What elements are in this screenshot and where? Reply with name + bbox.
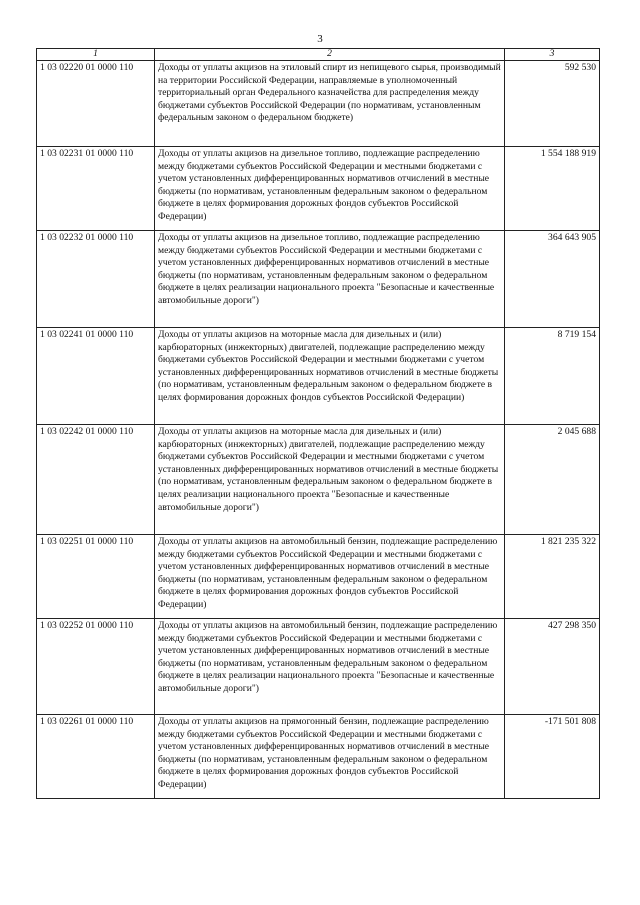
row-code: 1 03 02231 01 0000 110 (37, 147, 155, 231)
table-row (37, 231, 600, 328)
revenue-table (36, 48, 600, 799)
row-amount: 1 821 235 322 (505, 535, 600, 619)
table-row (37, 715, 600, 799)
row-code: 1 03 02241 01 0000 110 (37, 328, 155, 425)
table-row (37, 328, 600, 425)
table-row (37, 535, 600, 619)
row-code: 1 03 02242 01 0000 110 (37, 425, 155, 535)
table-row (37, 61, 600, 147)
row-amount: 592 530 (505, 61, 600, 147)
column-header-description: 2 (155, 49, 505, 61)
row-description: Доходы от уплаты акцизов на моторные масла для дизельных и (или) карбюраторных (инжекторных) двигателей, подлежащие распределению между бюджетами субъектов Российской Федерации и местными бюджетами с учетом установленных дифференцированных нормативов отчислений в местные бюджеты (по нормативам, установленным федеральным законом о федеральном бюджете в целях формирования дорожных фондов субъектов Российской Федерации) (155, 328, 505, 425)
row-code: 1 03 02232 01 0000 110 (37, 231, 155, 328)
row-code: 1 03 02252 01 0000 110 (37, 619, 155, 715)
row-description: Доходы от уплаты акцизов на моторные масла для дизельных и (или) карбюраторных (инжекторных) двигателей, подлежащие распределению между бюджетами субъектов Российской Федерации и местными бюджетами с учетом установленных дифференцированных нормативов отчислений в местные бюджеты (по нормативам, установленным федеральным законом о федеральном бюджете в целях реализации национального проекта "Безопасные и качественные автомобильные дороги") (155, 425, 505, 535)
table-row (37, 619, 600, 715)
column-header-row (37, 49, 600, 61)
row-code: 1 03 02220 01 0000 110 (37, 61, 155, 147)
row-description: Доходы от уплаты акцизов на автомобильный бензин, подлежащие распределению между бюджетами субъектов Российской Федерации и местными бюджетами с учетом установленных дифференцированных нормативов отчислений в местные бюджеты (по нормативам, установленным федеральным законом о федеральном бюджете в целях формирования дорожных фондов субъектов Российской Федерации) (155, 535, 505, 619)
row-amount: 364 643 905 (505, 231, 600, 328)
row-description: Доходы от уплаты акцизов на автомобильный бензин, подлежащие распределению между бюджетами субъектов Российской Федерации и местными бюджетами с учетом установленных дифференцированных нормативов отчислений в местные бюджеты (по нормативам, установленным федеральным законом о федеральном бюджете в целях реализации национального проекта "Безопасные и качественные автомобильные дороги") (155, 619, 505, 715)
row-amount: 2 045 688 (505, 425, 600, 535)
row-code: 1 03 02251 01 0000 110 (37, 535, 155, 619)
row-amount: -171 501 808 (505, 715, 600, 799)
row-amount: 8 719 154 (505, 328, 600, 425)
row-description: Доходы от уплаты акцизов на дизельное топливо, подлежащие распределению между бюджетами субъектов Российской Федерации и местными бюджетами с учетом установленных дифференцированных нормативов отчислений в местные бюджеты (по нормативам, установленным федеральным законом о федеральном бюджете в целях реализации национального проекта "Безопасные и качественные автомобильные дороги") (155, 231, 505, 328)
row-description: Доходы от уплаты акцизов на прямогонный бензин, подлежащие распределению между бюджетами субъектов Российской Федерации и местными бюджетами с учетом установленных дифференцированных нормативов отчислений в местные бюджеты (по нормативам, установленным федеральным законом о федеральном бюджете в целях формирования дорожных фондов субъектов Российской Федерации) (155, 715, 505, 799)
column-header-code: 1 (37, 49, 155, 61)
row-amount: 427 298 350 (505, 619, 600, 715)
table-row (37, 425, 600, 535)
row-description: Доходы от уплаты акцизов на дизельное топливо, подлежащие распределению между бюджетами субъектов Российской Федерации и местными бюджетами с учетом установленных дифференцированных нормативов отчислений в местные бюджеты (по нормативам, установленным федеральным законом о федеральном бюджете в целях формирования дорожных фондов субъектов Российской Федерации) (155, 147, 505, 231)
page-number: 3 (317, 33, 323, 45)
column-header-amount: 3 (505, 49, 600, 61)
row-code: 1 03 02261 01 0000 110 (37, 715, 155, 799)
row-description: Доходы от уплаты акцизов на этиловый спирт из непищевого сырья, производимый на территории Российской Федерации, направляемые в уполномоченный территориальный орган Федерального казначейства для распределения между бюджетами субъектов Российской Федерации (по нормативам, установленным федеральным законом о федеральном бюджете) (155, 61, 505, 147)
row-amount: 1 554 188 919 (505, 147, 600, 231)
table-row (37, 147, 600, 231)
